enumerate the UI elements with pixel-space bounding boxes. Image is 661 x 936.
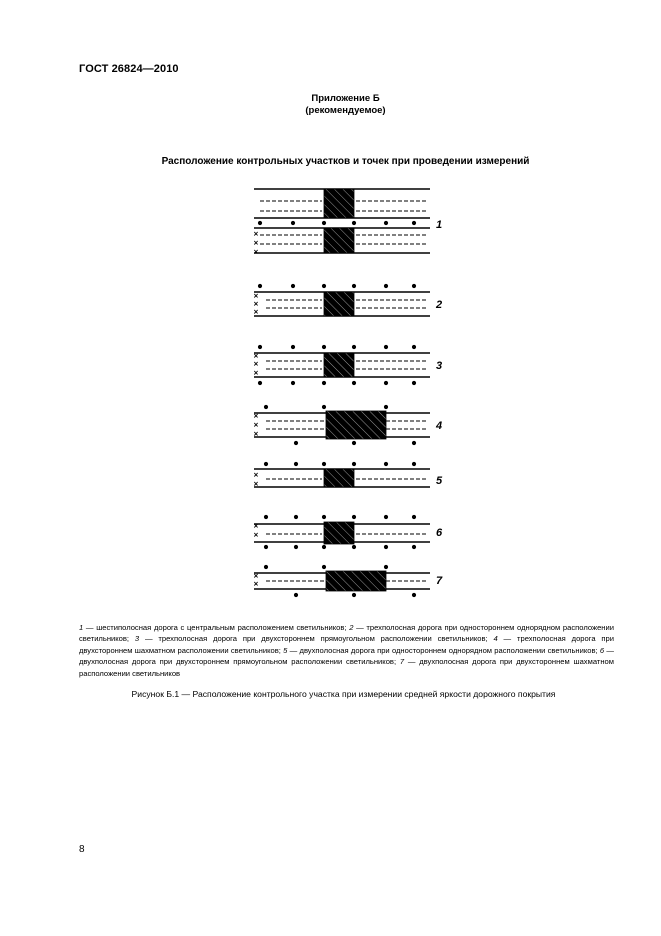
luminaire-point <box>412 381 416 385</box>
luminaire-point <box>352 545 356 549</box>
luminaire-point <box>352 515 356 519</box>
control-area <box>326 411 386 439</box>
control-area <box>324 353 354 377</box>
annex-heading <box>0 93 661 117</box>
luminaire-point <box>258 284 262 288</box>
document-header <box>79 63 179 75</box>
diagram-number: 4 <box>436 420 443 432</box>
luminaire-point <box>258 345 262 349</box>
luminaire-point <box>384 405 388 409</box>
measurement-point-icon: × <box>253 420 259 430</box>
measurement-point-icon: × <box>253 579 259 589</box>
measurement-point-icon: × <box>253 411 259 421</box>
measurement-point-icon: × <box>253 229 259 239</box>
measurement-point-icon: × <box>253 521 259 531</box>
legend-item-3: 3 — трехполосная дорога при двухстороннем прямоугольном расположении светильников; <box>134 634 494 644</box>
luminaire-point <box>412 545 416 549</box>
road-diagrams-svg <box>240 180 450 610</box>
luminaire-point <box>258 381 262 385</box>
luminaire-point <box>322 284 326 288</box>
measurement-point-icon: × <box>253 359 259 369</box>
luminaire-point <box>412 284 416 288</box>
luminaire-point <box>291 221 295 225</box>
luminaire-point <box>264 405 268 409</box>
measurement-point-icon: × <box>253 470 259 480</box>
luminaire-point <box>352 462 356 466</box>
luminaire-point <box>412 345 416 349</box>
measurement-point-icon: × <box>253 307 259 317</box>
luminaire-point <box>412 515 416 519</box>
luminaire-point <box>384 545 388 549</box>
luminaire-point <box>291 345 295 349</box>
luminaire-point <box>322 345 326 349</box>
luminaire-point <box>264 545 268 549</box>
control-area <box>324 522 354 544</box>
measurement-point-icon: × <box>253 479 259 489</box>
luminaire-point <box>294 462 298 466</box>
luminaire-point <box>322 381 326 385</box>
luminaire-point <box>322 405 326 409</box>
luminaire-point <box>291 284 295 288</box>
luminaire-point <box>352 441 356 445</box>
diagram-number: 1 <box>436 219 443 231</box>
luminaire-point <box>294 441 298 445</box>
diagram-number: 5 <box>436 475 443 487</box>
luminaire-point <box>352 221 356 225</box>
luminaire-point <box>294 593 298 597</box>
legend-item-2: 2 — трехполосная дорога при одностороннем однорядном расположении светильников; <box>79 623 614 644</box>
luminaire-point <box>384 381 388 385</box>
luminaire-point <box>384 462 388 466</box>
figure-title: Расположение контрольных участков и точек при проведении измерений <box>161 156 530 167</box>
luminaire-point <box>352 345 356 349</box>
luminaire-point <box>322 565 326 569</box>
luminaire-point <box>352 381 356 385</box>
luminaire-point <box>412 593 416 597</box>
control-area <box>324 189 354 218</box>
luminaire-point <box>384 565 388 569</box>
annex-title: Приложение Б <box>311 93 380 104</box>
luminaire-point <box>322 221 326 225</box>
luminaire-point <box>384 515 388 519</box>
legend-item-6: 6 — двухполосная дорога при двухстороннем прямоугольном расположении светильников; <box>79 645 614 667</box>
legend-item-4: 4 — трехполосная дорога при двухстороннем шахматном расположении светильников; <box>79 634 614 655</box>
luminaire-point <box>322 462 326 466</box>
luminaire-point <box>264 565 268 569</box>
measurement-point-icon: × <box>253 238 259 248</box>
measurement-point-icon: × <box>253 571 259 581</box>
luminaire-point <box>412 462 416 466</box>
measurement-point-icon: × <box>253 429 259 439</box>
diagram-number: 3 <box>436 360 443 372</box>
diagram-number: 7 <box>436 575 443 587</box>
luminaire-point <box>322 515 326 519</box>
luminaire-point <box>412 441 416 445</box>
measurement-point-icon: × <box>253 351 259 361</box>
diagram-number: 6 <box>436 527 443 539</box>
annex-status: (рекомендуемое) <box>305 105 386 116</box>
luminaire-point <box>352 284 356 288</box>
luminaire-point <box>384 345 388 349</box>
control-area <box>324 469 354 487</box>
luminaire-point <box>384 284 388 288</box>
luminaire-point <box>322 545 326 549</box>
luminaire-point <box>412 221 416 225</box>
diagram-number: 2 <box>436 299 443 311</box>
measurement-point-icon: × <box>253 247 259 257</box>
control-area <box>326 571 386 591</box>
measurement-point-icon: × <box>253 291 259 301</box>
figure-caption: Рисунок Б.1 — Расположение контрольного участка при измерении средней яркости дорожного покрытия <box>131 689 556 699</box>
luminaire-point <box>294 515 298 519</box>
measurement-point-icon: × <box>253 530 259 540</box>
figure-legend <box>79 622 614 679</box>
luminaire-point <box>264 462 268 466</box>
luminaire-point <box>291 381 295 385</box>
legend-item-5: 5 — двухполосная дорога при одностороннем однорядном расположении светильников; <box>283 645 600 655</box>
control-area <box>324 228 354 253</box>
control-area <box>324 292 354 316</box>
legend-item-1: 1 — шестиполосная дорога с центральным расположением светильников; <box>79 623 350 632</box>
luminaire-point <box>352 593 356 597</box>
measurement-point-icon: × <box>253 299 259 309</box>
luminaire-point <box>384 221 388 225</box>
road-diagrams-figure <box>240 180 450 610</box>
luminaire-point <box>264 515 268 519</box>
luminaire-point <box>258 221 262 225</box>
measurement-point-icon: × <box>253 368 259 378</box>
standard-designation: ГОСТ 26824—2010 <box>79 63 179 75</box>
page-number: 8 <box>79 844 85 855</box>
luminaire-point <box>294 545 298 549</box>
legend-item-7: 7 — двухполосная дорога при двухстороннем шахматном расположении светильников <box>79 657 614 678</box>
